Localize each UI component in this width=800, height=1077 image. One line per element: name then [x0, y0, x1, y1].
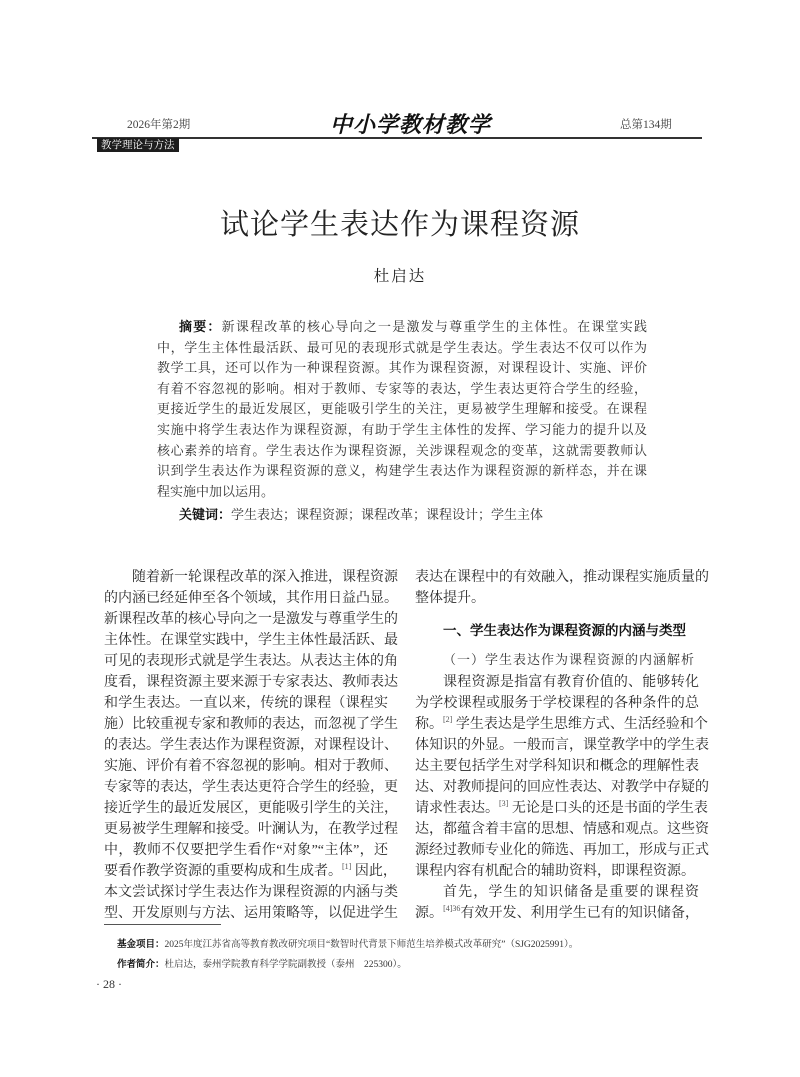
paragraph-line: 为学校课程或服务于学校课程的各种条件的总 — [415, 695, 699, 711]
body-right-column-top — [415, 567, 709, 609]
abstract-line: 核心素养的培育。学生表达作为课程资源，关涉课程观念的变革，这就需要教师认 — [157, 442, 647, 458]
subsection-heading: （一）学生表达作为课程资源的内涵解析 — [443, 652, 696, 667]
abstract-line: 中，学生主体性最活跃、最可见的表现形式就是学生表达。学生表达不仅可以作为 — [157, 339, 647, 355]
abstract-line: 程实施中加以运用。 — [157, 483, 275, 499]
paragraph-line: 和学生表达。一直以来，传统的课程（课程实 — [104, 695, 388, 711]
paragraph-line: 源。$^{[4]36}$有效开发、利用学生已有的知识储备， — [415, 903, 700, 921]
paragraph-line: 更易被学生理解和接受。叶澜认为，在教学过程 — [104, 821, 398, 837]
citation-marker: [4]36 — [443, 903, 461, 913]
abstract-line: 识到学生表达作为课程资源的意义，构建学生表达作为课程资源的新样态，并在课 — [157, 463, 647, 479]
abstract-line: 有着不容忽视的影响。相对于教师、专家等的表达，学生表达更符合学生的经验， — [157, 380, 647, 396]
paragraph-line: 达、对教师提问的回应性表达、对教学中存疑的 — [415, 779, 709, 795]
header-rule — [92, 137, 702, 139]
paragraph-line: 整体提升。 — [415, 590, 485, 606]
paragraph-line: 请求性表达。[3] 无论是口头的还是书面的学生表 — [415, 798, 708, 816]
paragraph-line: 接近学生的最近发展区，更能吸引学生的关注， — [104, 800, 398, 816]
body-left-column — [104, 567, 398, 924]
paragraph-line: 主体性。在课堂实践中，学生主体性最活跃、最 — [104, 632, 398, 648]
citation-marker: [1] — [342, 861, 352, 871]
paragraph-line: 课程资源是指富有教育价值的、能够转化 — [443, 674, 699, 690]
article-author: 杜启达 — [373, 268, 427, 285]
journal-logo: 中小学教材教学 — [330, 112, 492, 137]
abstract-line: 摘要：新课程改革的核心导向之一是激发与尊重学生的主体性。在课堂实践 — [179, 319, 647, 334]
abstract — [157, 317, 647, 502]
paragraph-line: 的表达。学生表达作为课程资源，对课程设计、 — [104, 737, 398, 753]
funding-note — [117, 936, 578, 950]
paragraph-line: 源经过教师专业化的筛选、再加工，形成与正式 — [415, 842, 709, 858]
paragraph-line: 的内涵已经延伸至各个领域，其作用日益凸显。 — [104, 590, 398, 606]
paragraph-line: 达主要包括学生对学科知识和概念的理解性表 — [415, 758, 699, 774]
funding-text: 2025年度江苏省高等教育教改研究项目“数智时代背景下师范生培养模式改革研究”（SJG2025991）。 — [164, 940, 579, 950]
paragraph-line: 度看，课程资源主要来源于专家表达、教师表达 — [104, 674, 398, 690]
article-title: 试论学生表达作为课程资源 — [219, 209, 580, 241]
paragraph-line: 施）比较重视专家和教师的表达，而忽视了学生 — [104, 716, 398, 732]
paragraph-line: 本文尝试探讨学生表达作为课程资源的内涵与类 — [104, 884, 398, 900]
keywords — [179, 505, 543, 525]
section-heading: 一、学生表达作为课程资源的内涵与类型 — [443, 623, 686, 638]
paragraph-line: 可见的表现形式就是学生表达。从表达主体的角 — [104, 653, 398, 669]
abstract-line: 教学工具，还可以作为一种课程资源。其作为课程资源，对课程设计、实施、评价 — [157, 360, 647, 376]
paragraph-line: 中，教师不仅要把学生看作“对象”“主体”，还 — [104, 842, 388, 858]
paragraph-line: 专家等的表达，学生表达更符合学生的经验，更 — [104, 779, 398, 795]
paragraph-line: 实施、评价有着不容忽视的影响。相对于教师、 — [104, 758, 398, 774]
keywords-label: 关键词： — [179, 507, 232, 522]
total-issue-number: 总第134期 — [620, 119, 672, 131]
paragraph-line: 达，都蕴含着丰富的思想、情感和观点。这些资 — [415, 821, 709, 837]
citation-marker: [3] — [499, 798, 509, 808]
paragraph-line: 称。[2] 学生表达是学生思维方式、生活经验和个 — [415, 714, 708, 732]
paragraph-line: 型、开发原则与方法、运用策略等，以促进学生 — [104, 905, 398, 921]
citation-marker: [2] — [443, 714, 453, 724]
paragraph-line: 课程内容有机配合的辅助资料，即课程资源。 — [415, 863, 695, 879]
author-bio-label: 作者简介： — [117, 959, 165, 970]
paragraph-line: 表达在课程中的有效融入，推动课程实施质量的 — [415, 569, 709, 585]
footnote-rule — [104, 924, 221, 925]
author-bio-text: 杜启达，泰州学院教育科学学院副教授（泰州 225300）。 — [164, 960, 407, 970]
paragraph-line: 首先，学生的知识储备是重要的课程资 — [443, 884, 699, 900]
paragraph-line: 新课程改革的核心导向之一是激发与尊重学生的 — [104, 611, 398, 627]
abstract-label: 摘要： — [179, 319, 222, 334]
paragraph-line: 要看作教学资源的重要构成和生成者。[1] 因此， — [104, 861, 397, 879]
issue-number: 2026年第2期 — [127, 119, 191, 131]
keywords-text: 学生表达；课程资源；课程改革；课程设计；学生主体 — [231, 507, 544, 522]
paragraph-line: 随着新一轮课程改革的深入推进，课程资源 — [132, 569, 398, 585]
page-number: · 28 · — [96, 977, 122, 991]
funding-label: 基金项目： — [117, 939, 165, 950]
abstract-line: 更接近学生的最近发展区，更能吸引学生的关注，更易被学生理解和接受。在课程 — [157, 401, 647, 417]
body-right-column-bottom — [415, 672, 709, 924]
author-bio-note — [117, 956, 407, 970]
section-tag: 教学理论与方法 — [97, 138, 179, 152]
paragraph-line: 体知识的外显。一般而言，课堂教学中的学生表 — [415, 737, 709, 753]
abstract-line: 实施中将学生表达作为课程资源，有助于学生主体性的发挥、学习能力的提升以及 — [157, 421, 647, 437]
